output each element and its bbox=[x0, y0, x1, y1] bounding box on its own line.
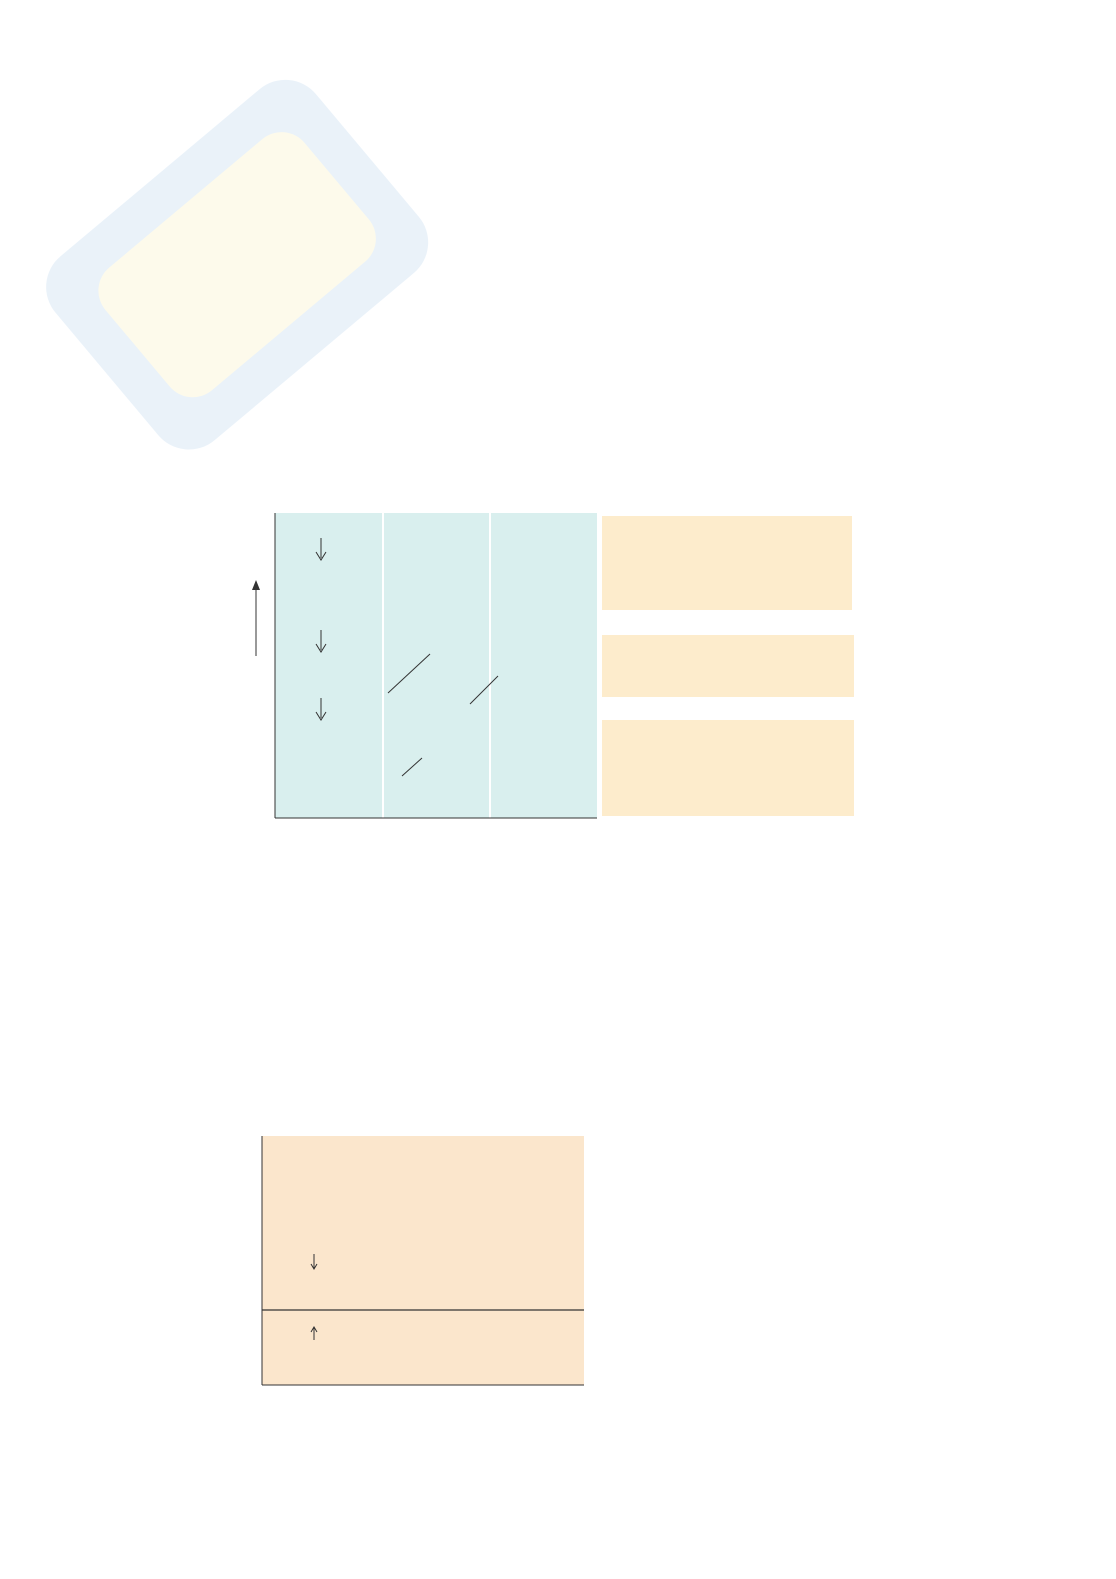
ph-chart bbox=[240, 508, 860, 864]
highlighted-paragraph-orange bbox=[53, 930, 59, 1052]
chart-top-panel bbox=[262, 1136, 584, 1310]
note-box-2 bbox=[602, 635, 854, 697]
calcium-chart bbox=[212, 1128, 602, 1418]
note-box-1 bbox=[602, 516, 852, 610]
watermark-logo bbox=[20, 20, 480, 540]
chart-bottom-panel bbox=[262, 1310, 584, 1385]
note-box-3 bbox=[602, 720, 854, 816]
y-axis-arrowhead bbox=[252, 580, 260, 590]
highlighted-paragraph-blue bbox=[53, 119, 59, 269]
chart-plot-area bbox=[275, 513, 597, 818]
